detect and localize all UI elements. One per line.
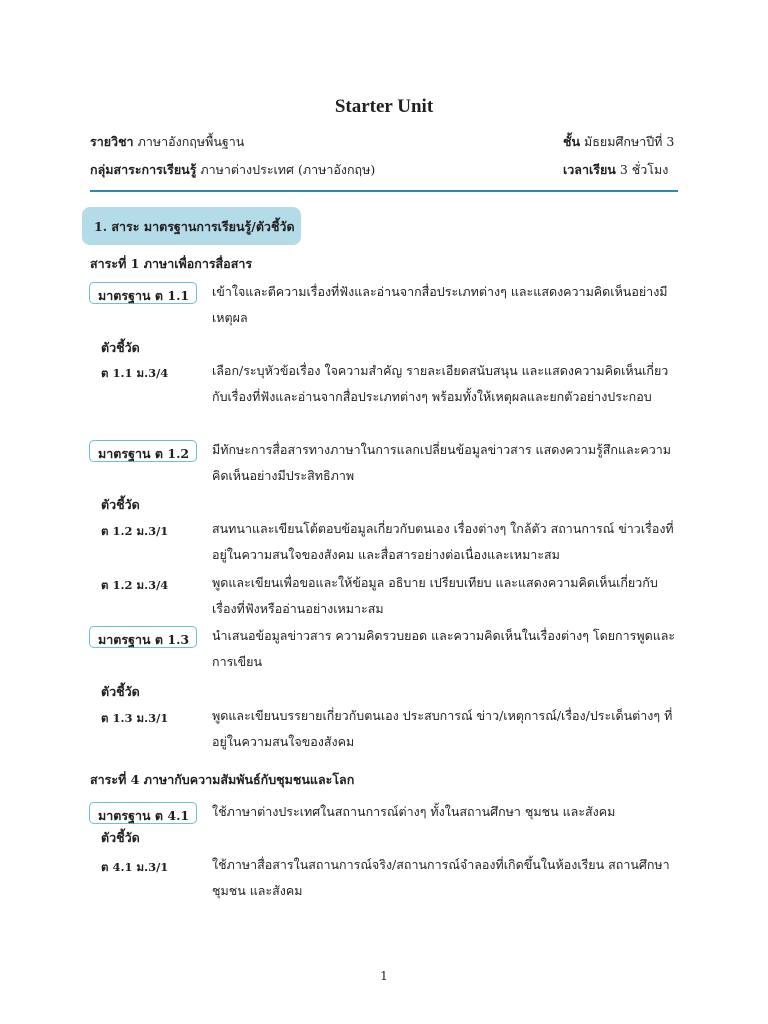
page-number: 1 bbox=[380, 969, 388, 983]
group-value: ภาษาต่างประเทศ (ภาษาอังกฤษ) bbox=[200, 162, 376, 177]
indicator-heading: ตัวชี้วัด bbox=[101, 684, 140, 699]
standard-4-1-text: ใช้ภาษาต่างประเทศในสถานการณ์ต่างๆ ทั้งในสถานศึกษา ชุมชน และสังคม bbox=[212, 804, 616, 819]
standard-1-2-box: มาตรฐาน ต 1.2 bbox=[89, 440, 197, 462]
grade-line bbox=[563, 132, 674, 152]
time-line bbox=[563, 160, 668, 180]
standard-1-2-text: มีทักษะการสื่อสารทางภาษาในการแลกเปลี่ยนข้อมูลข่าวสาร แสดงความรู้สึกและความคิดเห็นอย่างมีประสิทธิภาพ bbox=[212, 442, 672, 483]
grade-label: ชั้น bbox=[563, 134, 581, 149]
time-label: เวลาเรียน bbox=[563, 162, 616, 177]
group-label: กลุ่มสาระการเรียนรู้ bbox=[90, 162, 197, 177]
standard-4-1-box: มาตรฐาน ต 4.1 bbox=[89, 802, 197, 824]
standard-1-1-text: เข้าใจและตีความเรื่องที่ฟังและอ่านจากสื่อประเภทต่างๆ และแสดงความคิดเห็นอย่างมีเหตุผล bbox=[212, 284, 668, 325]
indicator-code: ต 1.2 ม.3/4 bbox=[101, 578, 169, 592]
indicator-text: ใช้ภาษาสื่อสารในสถานการณ์จริง/สถานการณ์จำลองที่เกิดขึ้นในห้องเรียน สถานศึกษา ชุมชน และสังคม bbox=[212, 857, 670, 898]
indicator-heading: ตัวชี้วัด bbox=[101, 340, 140, 355]
section-heading: 1. สาระ มาตรฐานการเรียนรู้/ตัวชี้วัด bbox=[82, 207, 301, 245]
time-value: 3 ชั่วโมง bbox=[619, 162, 669, 177]
indicator-text: เลือก/ระบุหัวข้อเรื่อง ใจความสำคัญ รายละเอียดสนับสนุน และแสดงความคิดเห็นเกี่ยวกับเรื่องที่ฟังและอ่านจากสื่อประเภทต่างๆ พร้อมทั้งให้เหตุผลและยกตัวอย่างประกอบ bbox=[212, 363, 669, 404]
indicator-text: สนทนาและเขียนโต้ตอบข้อมูลเกี่ยวกับตนเอง เรื่องต่างๆ ใกล้ตัว สถานการณ์ ข่าวเรื่องที่อยู่ในความสนใจของสังคม และสื่อสารอย่างต่อเนื่องและเหมาะสม bbox=[212, 521, 674, 562]
subject-line bbox=[90, 132, 244, 152]
grade-value: มัธยมศึกษาปีที่ 3 bbox=[584, 134, 675, 149]
strand-4-heading: สาระที่ 4 ภาษากับความสัมพันธ์กับชุมชนและโลก bbox=[90, 772, 355, 787]
standard-1-3-box: มาตรฐาน ต 1.3 bbox=[89, 626, 197, 648]
indicator-text: พูดและเขียนบรรยายเกี่ยวกับตนเอง ประสบการณ์ ข่าว/เหตุการณ์/เรื่อง/ประเด็นต่างๆ ที่อยู่ในความสนใจของสังคม bbox=[212, 708, 673, 749]
subject-value: ภาษาอังกฤษพื้นฐาน bbox=[137, 134, 245, 149]
standard-1-1-box: มาตรฐาน ต 1.1 bbox=[89, 282, 197, 304]
indicator-code: ต 1.2 ม.3/1 bbox=[101, 524, 169, 538]
group-line bbox=[90, 160, 375, 180]
page-title: Starter Unit bbox=[334, 96, 434, 117]
indicator-heading: ตัวชี้วัด bbox=[101, 830, 140, 845]
strand-1-heading: สาระที่ 1 ภาษาเพื่อการสื่อสาร bbox=[90, 256, 253, 271]
indicator-code: ต 1.3 ม.3/1 bbox=[101, 711, 169, 725]
indicator-code: ต 4.1 ม.3/1 bbox=[101, 860, 169, 874]
subject-label: รายวิชา bbox=[90, 134, 134, 149]
indicator-text: พูดและเขียนเพื่อขอและให้ข้อมูล อธิบาย เปรียบเทียบ และแสดงความคิดเห็นเกี่ยวกับเรื่องที่ฟังหรืออ่านอย่างเหมาะสม bbox=[212, 575, 658, 616]
header-divider bbox=[90, 190, 678, 192]
indicator-code: ต 1.1 ม.3/4 bbox=[101, 366, 169, 380]
indicator-heading: ตัวชี้วัด bbox=[101, 497, 140, 512]
standard-1-3-text: นำเสนอข้อมูลข่าวสาร ความคิดรวบยอด และความคิดเห็นในเรื่องต่างๆ โดยการพูดและการเขียน bbox=[212, 628, 676, 669]
